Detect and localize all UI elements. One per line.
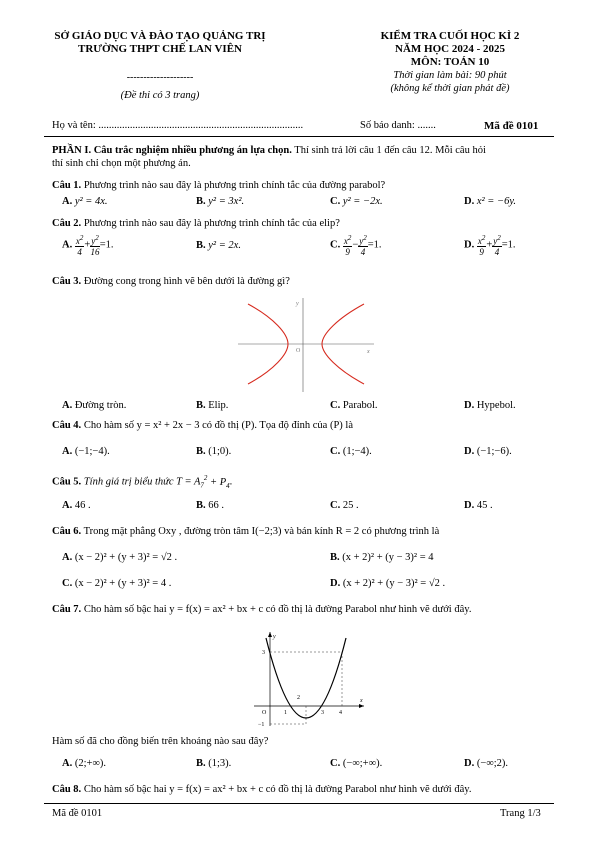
exam-code: Mã đề 0101: [484, 120, 539, 132]
parabola-figure: [250, 628, 370, 728]
option-letter: A.: [62, 552, 73, 563]
q1-option-c[interactable]: [330, 196, 383, 207]
question-text: Tính giá trị biểu thức T = A: [81, 476, 201, 488]
question-text: Cho hàm số y = x² + 2x − 3 có đồ thị (P). Tọa độ đỉnh của (P) là: [81, 420, 354, 431]
option-text: (−1;−6).: [476, 446, 512, 457]
q2-option-c[interactable]: C. $\frac{x^2}{9}$ − $\frac{y^2}{4}$ =1.: [330, 234, 382, 257]
option-letter: A.: [62, 500, 73, 511]
q4-option-d[interactable]: [464, 446, 512, 457]
part1-desc-2: thí sinh chỉ chọn một phương án.: [52, 158, 191, 169]
page-count: (Đề thi có 3 trang): [120, 90, 200, 101]
question-number: Câu 5.: [52, 476, 82, 488]
q2-option-a[interactable]: A. $\frac{x^2}{4}$ + $\frac{y^2}{16}$ =1.: [62, 234, 114, 257]
footer-exam-code: Mã đề 0101: [52, 808, 103, 819]
option-letter: C.: [330, 400, 341, 411]
option-letter: C.: [330, 758, 341, 769]
school-year: NĂM HỌC 2024 - 2025: [395, 43, 505, 55]
header-divider: [44, 136, 554, 137]
q1-option-d[interactable]: [464, 196, 516, 207]
option-text: y² = 4x.: [74, 196, 108, 207]
fraction: $\frac{x^2}{9}$: [343, 234, 352, 257]
q3-option-d[interactable]: [464, 400, 516, 411]
question-number: Câu 6.: [52, 526, 82, 537]
option-text: Đường tròn.: [74, 400, 127, 411]
q3-option-b[interactable]: [196, 400, 228, 411]
tick-x-1: 1: [284, 710, 287, 716]
page-number: Trang 1/3: [500, 808, 541, 819]
q4-option-b[interactable]: [196, 446, 231, 457]
q5-option-b[interactable]: [196, 500, 224, 511]
hyperbola-figure: [236, 296, 376, 394]
option-letter: A.: [62, 196, 73, 207]
subscript: 7: [200, 481, 204, 490]
option-letter: B.: [196, 240, 206, 251]
option-text: (−1;−4).: [74, 446, 110, 457]
part1-desc: Thí sinh trả lời câu 1 đến câu 12. Mỗi câu hỏi: [291, 145, 486, 156]
school-name: TRƯỜNG THPT CHẾ LAN VIÊN: [77, 43, 242, 55]
option-letter: B.: [196, 400, 206, 411]
fraction: $\frac{y^2}{4}$: [359, 234, 367, 257]
subject: MÔN: TOÁN 10: [410, 56, 490, 68]
q7-option-b[interactable]: [196, 758, 231, 769]
option-letter: B.: [196, 500, 206, 511]
axis-x-label: x: [360, 698, 363, 704]
option-text: y² = 2x.: [208, 240, 241, 251]
q1-option-b[interactable]: [196, 196, 244, 207]
option-text: (1;0).: [208, 446, 232, 457]
question-number: Câu 2.: [52, 218, 82, 229]
q7-option-a[interactable]: [62, 758, 106, 769]
option-letter: C.: [330, 196, 341, 207]
q4-option-a[interactable]: [62, 446, 110, 457]
question-number: Câu 4.: [52, 420, 82, 431]
question-6: [52, 526, 439, 537]
axis-y-label: y: [296, 301, 299, 307]
question-text: Phương trình nào sau đây là phương trình chính tắc của đường parabol?: [81, 180, 386, 191]
option-letter: B.: [196, 446, 206, 457]
question-number: Câu 8.: [52, 784, 82, 795]
option-text: Parabol.: [342, 400, 378, 411]
student-id-field: Số báo danh: .......: [360, 120, 436, 131]
option-letter: D.: [464, 446, 475, 457]
fraction: $\frac{x^2}{4}$: [75, 234, 84, 257]
part1-title: PHẦN I. Câu trắc nghiệm nhiều phương án lựa chọn.: [52, 145, 292, 156]
option-text: (x + 2)² + (y − 3)² = √2 .: [342, 578, 446, 589]
origin-label: O: [262, 710, 267, 716]
dept-name: SỞ GIÁO DỤC VÀ ĐÀO TẠO QUẢNG TRỊ: [54, 30, 266, 42]
q7-option-d[interactable]: [464, 758, 508, 769]
option-text: 66 .: [208, 500, 225, 511]
option-letter: A.: [62, 239, 73, 251]
option-letter: A.: [62, 758, 73, 769]
option-text: Elip.: [208, 400, 229, 411]
option-text: y² = −2x.: [342, 196, 383, 207]
fraction: $\frac{y^2}{4}$: [493, 234, 501, 257]
q6-option-c[interactable]: [62, 578, 171, 589]
q3-option-a[interactable]: [62, 400, 126, 411]
question-2: [52, 218, 340, 229]
question-text: Cho hàm số bậc hai y = f(x) = ax² + bx + c có đồ thị là đường Parabol như hình vẽ dưới đây.: [81, 604, 472, 615]
question-7: [52, 604, 471, 615]
option-text: 25 .: [342, 500, 359, 511]
option-text: (x − 2)² + (y + 3)² = √2 .: [74, 552, 178, 563]
option-text: 45 .: [476, 500, 493, 511]
option-letter: C.: [330, 500, 341, 511]
q5-option-c[interactable]: [330, 500, 359, 511]
option-letter: D.: [464, 400, 475, 411]
q1-option-a[interactable]: [62, 196, 108, 207]
option-letter: D.: [464, 758, 475, 769]
part1-intro: [52, 145, 486, 156]
question-3: [52, 276, 290, 287]
q6-option-a[interactable]: [62, 552, 177, 563]
tick-x-3: 3: [321, 710, 324, 716]
option-text: (x − 2)² + (y + 3)² = 4 .: [74, 578, 172, 589]
option-letter: C.: [330, 446, 341, 457]
footer-divider: [44, 803, 554, 804]
fraction: $\frac{y^2}{16}$: [90, 234, 100, 257]
option-text: (−∞;+∞).: [342, 758, 383, 769]
student-name-field: Họ và tên: ..............................................................................: [52, 120, 304, 131]
header-dashes: --------------------: [126, 72, 194, 83]
axis-x-label: x: [367, 349, 370, 355]
question-text: Cho hàm số bậc hai y = f(x) = ax² + bx + c có đồ thị là đường Parabol như hình vẽ dưới đây.: [81, 784, 472, 795]
axis-y-label: y: [273, 634, 276, 640]
question-text: Trong mặt phẳng Oxy , đường tròn tâm I(−2;3) và bán kính R = 2 có phương trình là: [81, 526, 440, 537]
question-7-ask: Hàm số đã cho đồng biến trên khoảng nào sau đây?: [52, 736, 269, 747]
option-text: x² = −6y.: [476, 196, 517, 207]
q2-option-b[interactable]: [196, 240, 241, 251]
question-text: Đường cong trong hình vẽ bên dưới là đường gì?: [81, 276, 290, 287]
tick-y-minus1: −1: [258, 722, 265, 728]
q7-option-c[interactable]: [330, 758, 382, 769]
origin-label: O: [296, 348, 301, 354]
time-limit: Thời gian làm bài: 90 phút: [393, 70, 507, 81]
q2-option-d[interactable]: D. $\frac{x^2}{9}$ + $\frac{y^2}{4}$ =1.: [464, 234, 516, 257]
option-letter: D.: [464, 500, 475, 511]
option-letter: C.: [62, 578, 73, 589]
q6-option-b[interactable]: [330, 552, 433, 563]
option-letter: D.: [464, 239, 475, 251]
time-note: (không kể thời gian phát đề): [390, 83, 510, 94]
option-text: (1;3).: [208, 758, 232, 769]
option-text: y² = 3x².: [208, 196, 245, 207]
question-5: Câu 5. Tính giá trị biểu thức $T = A_7^2 + P_4$.: [52, 474, 233, 490]
question-number: Câu 1.: [52, 180, 82, 191]
exam-title: KIỂM TRA CUỐI HỌC KÌ 2: [380, 30, 520, 42]
option-text: Hypebol.: [476, 400, 516, 411]
option-letter: A.: [62, 446, 73, 457]
q3-option-c[interactable]: [330, 400, 378, 411]
option-letter: D.: [330, 578, 341, 589]
question-text-tail: + $P_4$: [207, 476, 230, 490]
option-text: (x + 2)² + (y − 3)² = 4: [342, 552, 434, 563]
option-text: 46 .: [74, 500, 91, 511]
option-text: (−∞;2).: [476, 758, 509, 769]
option-text: (2;+∞).: [74, 758, 107, 769]
option-letter: A.: [62, 400, 73, 411]
tick-x-4: 4: [339, 710, 342, 716]
question-4: [52, 420, 353, 431]
option-text: (1;−4).: [342, 446, 372, 457]
question-number: Câu 3.: [52, 276, 82, 287]
tick-y-3: 3: [262, 650, 265, 656]
option-letter: D.: [464, 196, 475, 207]
q5-option-a[interactable]: [62, 500, 91, 511]
option-letter: B.: [330, 552, 340, 563]
superscript: 2: [203, 474, 208, 482]
option-letter: C.: [330, 239, 341, 251]
question-number: Câu 7.: [52, 604, 82, 615]
question-8: [52, 784, 471, 795]
option-letter: B.: [196, 758, 206, 769]
question-text: Phương trình nào sau đây là phương trình chính tắc của elip?: [81, 218, 340, 229]
q6-option-d[interactable]: [330, 578, 445, 589]
q5-option-d[interactable]: [464, 500, 493, 511]
question-1: [52, 180, 385, 191]
fraction: $\frac{x^2}{9}$: [477, 234, 486, 257]
tick-x-2: 2: [297, 695, 300, 701]
q4-option-c[interactable]: [330, 446, 372, 457]
option-letter: B.: [196, 196, 206, 207]
